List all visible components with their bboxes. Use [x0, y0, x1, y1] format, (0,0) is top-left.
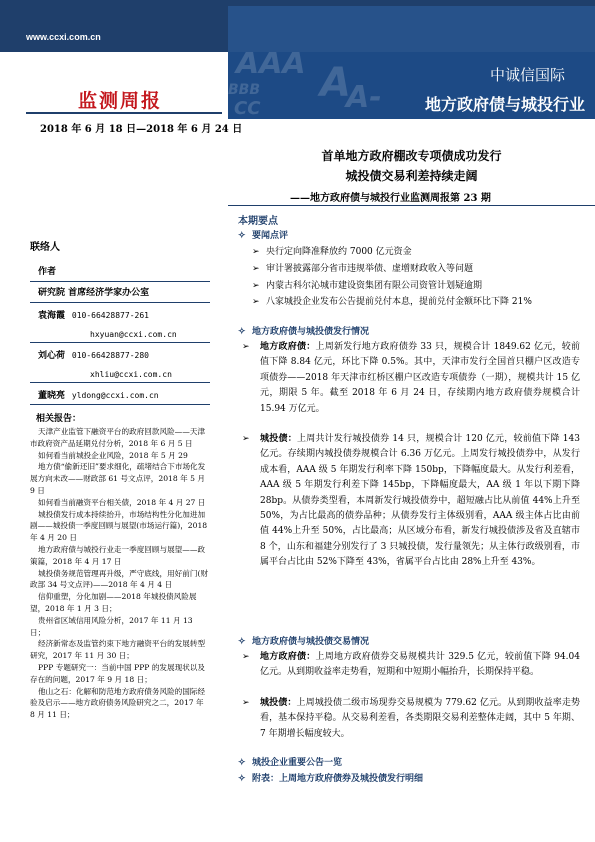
- trading-local-govt: [242, 650, 580, 681]
- institute-name: 研究院 首席经济学家办公室: [38, 288, 150, 298]
- divider: [30, 404, 210, 405]
- arrow-bullet-icon: ➢: [252, 281, 260, 291]
- arrow-bullet-icon: ➢: [252, 247, 260, 257]
- related-report: 地方政府债与城投行业走一季度回顾与展望——政策篇，2018 年 4 月 17 日: [30, 544, 206, 566]
- related-report: 如何看当前城投企业风险，2018 年 5 月 29: [38, 450, 188, 460]
- date-range: 2018 年 6 月 18 日—2018 年 6 月 24 日: [40, 124, 243, 135]
- contact-phone: 010-66428877-280: [71, 351, 149, 360]
- diamond-icon: ✧: [238, 774, 246, 784]
- item-text: 上周地方政府债券交易规模共计 329.5 亿元，较前值下降 94.04 亿元。从到期收益率走势看，短期和中短期小幅抬升，长期保持平稳。: [260, 652, 580, 678]
- section-trading: [238, 634, 369, 647]
- company-name: 中诚信国际: [489, 66, 565, 84]
- banner-deco: A-: [346, 80, 382, 115]
- item-text: 上周共计发行城投债券 14 只，规模合计 120 亿元，较前值下降 143 亿元。存续期内城投债券规模合计 6.36 万亿元。上周发行城投债券中，从发行成本看，AAA 级 5 年期发行利率下降 150bp，下降幅度最大。从发行利差看，AAA 级 5 年期发行利差下降 145bp，下降幅度最大，AA 级 1 年以下期下降 28bp。从债券类型看，本周新发行城投债券中，超短融占比从前值 44%上升至 50%，为占比最高的债券品种；从债券发行主体级别看，AAA 级主体占比由前值 44%上升至 50%，占比最高；从区域分布看，新发行城投债涉及省及直辖市 8 个，山东和福建分别发行了 3 只城投债，发行量领先；从主体行政级别看，市属平台占比由 52%下降至 43%，省属平台占比由 28%上升至 43%。: [260, 434, 580, 568]
- item-text: 上周新发行地方政府债券 33 只，规模合计 1849.62 亿元，较前值下降 8.84 亿元，环比下降 0.5%。其中，天津市发行全国首只棚户区改造专项债券——2018 年天津市红桥区棚户区改造专项债券（一期），规模共计 15 亿元，期限 5 年。截至 2018 年 6 月 24 日，存续期内地方政府债券规模合计 15.94 万亿元。: [260, 342, 580, 414]
- related-report: 信仰重塑，分化加剧——2018 年城投债风险展望，2018 年 1 月 3 日；: [30, 592, 197, 613]
- item-label: 城投债：: [260, 698, 297, 708]
- divider: [30, 302, 210, 303]
- site-url[interactable]: www.ccxi.com.cn: [26, 32, 101, 42]
- banner-deco: BBB: [228, 82, 261, 98]
- arrow-bullet-icon: ➢: [242, 342, 250, 352]
- contact-card: [38, 308, 210, 339]
- item-label: 地方政府债：: [260, 652, 316, 662]
- arrow-bullet-icon: ➢: [252, 297, 260, 307]
- related-reports: [30, 426, 210, 721]
- arrow-bullet-icon: ➢: [242, 698, 250, 708]
- section-title: 要闻点评: [252, 231, 289, 241]
- industry-name: 地方政府债与城投行业: [424, 95, 585, 114]
- banner-deco: CC: [234, 98, 261, 119]
- related-report: 城投债发行成本持续抬升，市场结构性分化加进加剧——城投债一季度回顾与展望(市场运行篇)，2018 年 4 月 20 日: [30, 509, 208, 543]
- contact-heading: 联络人: [30, 242, 60, 253]
- trading-chengtou: [242, 696, 580, 742]
- report-name: 监测周报: [78, 90, 163, 112]
- related-report: 他山之石：化解和防范地方政府债务风险的国际经验及启示——地方政府债务风险研究之二，2017 年 8 月 11 日；: [30, 686, 206, 720]
- section-title: 地方政府债与城投债交易情况: [252, 637, 370, 647]
- item-text: 上周城投债二级市场现券交易规模为 779.62 亿元。从到期收益率走势看，基本保持平稳。从交易利差看，各类期限交易利差整体走阔，其中 5 年期、7 年期增长幅度较大。: [260, 698, 580, 739]
- report-title-line2: 城投债交易利差持续走阔: [345, 169, 478, 183]
- news-item: [252, 261, 473, 274]
- key-points-heading: 本期要点: [238, 216, 278, 227]
- contact-name: 董晓亮: [38, 391, 66, 401]
- issuance-local-govt: [242, 340, 580, 417]
- related-report: 天津产业监管下融资平台的政府回款风险——天津市政府资产品延期兑付分析，2018 年 6 月 5 日: [30, 427, 206, 448]
- contact-email[interactable]: yldong@ccxi.com.cn: [71, 391, 159, 400]
- section-news: [238, 228, 288, 241]
- item-label: 城投债：: [260, 434, 297, 444]
- section-title[interactable]: 城投企业重要公告一览: [252, 758, 343, 768]
- arrow-bullet-icon: ➢: [242, 652, 250, 662]
- related-report: 如何看当前融资平台相关债，2018 年 4 月 27 日: [38, 497, 206, 507]
- divider: [30, 382, 210, 383]
- contact-phone: 010-66428877-261: [71, 311, 149, 320]
- banner-deco: A: [320, 60, 351, 106]
- contact-name: 袁海霞: [38, 311, 66, 321]
- header-banner: [228, 52, 595, 119]
- divider: [30, 281, 210, 282]
- diamond-icon: ✧: [238, 327, 246, 337]
- top-bar-accent: [228, 6, 595, 52]
- news-text: 央行定向降准释放约 7000 亿元资金: [266, 247, 412, 257]
- arrow-bullet-icon: ➢: [242, 434, 250, 444]
- author-label: 作者: [38, 267, 57, 277]
- section-issuance: [238, 324, 369, 337]
- diamond-icon: ✧: [238, 758, 246, 768]
- related-report: 贵州省区域信用风险分析，2017 年 11 月 13 日；: [30, 615, 193, 637]
- related-report: PPP 专题研究一：当前中国 PPP 的发展现状以及存在的问题，2017 年 9 月 18 日；: [30, 662, 205, 684]
- section-announcements: [238, 755, 342, 768]
- report-subtitle: ——地方政府债与城投行业监测周报第 23 期: [290, 193, 491, 204]
- news-text: 内蒙古科尔沁城市建设资集团有限公司资管计划疑逾期: [266, 281, 483, 291]
- item-label: 地方政府债：: [260, 342, 316, 352]
- divider: [228, 205, 595, 206]
- contact-name: 刘心荷: [38, 351, 66, 361]
- contact-email[interactable]: hxyuan@ccxi.com.cn: [90, 330, 177, 339]
- divider: [26, 112, 222, 114]
- diamond-icon: ✧: [238, 637, 246, 647]
- arrow-bullet-icon: ➢: [252, 264, 260, 274]
- related-heading: 相关报告：: [36, 414, 82, 424]
- divider: [30, 342, 210, 343]
- news-item: [252, 244, 412, 257]
- section-title: 地方政府债与城投债发行情况: [252, 327, 370, 337]
- section-title[interactable]: 附表：上周地方政府债券及城投债发行明细: [252, 774, 424, 784]
- diamond-icon: ✧: [238, 231, 246, 241]
- issuance-chengtou: [242, 432, 580, 571]
- contact-card: [38, 388, 210, 401]
- related-report: 城投债务规范管理再升级，严守底线，用好前门(财政部 34 号文点评)——2018 年 4 月 4 日: [30, 568, 209, 590]
- news-text: 审计署披露部分省市违规举债、虚增财政收入等问题: [266, 264, 474, 274]
- news-text: 八家城投企业发布公告提前兑付本息，提前兑付金额环比下降 21%: [266, 297, 532, 307]
- related-report: 地方债“偷新还旧”要求细化，疏堵结合下市场化发展方向未改——财政部 61 号文点评，2018 年 5 月 9 日: [30, 462, 206, 495]
- related-report: 经济新常态及监管约束下地方融资平台的发展转型研究，2017 年 11 月 30 日；: [30, 639, 206, 661]
- news-item: [252, 278, 482, 291]
- report-title: 首单地方政府棚改专项债成功发行: [321, 149, 502, 163]
- contact-sidebar: [30, 238, 210, 721]
- contact-card: [38, 348, 210, 379]
- contact-email[interactable]: xhliu@ccxi.com.cn: [90, 370, 172, 379]
- banner-deco: AAA: [236, 52, 306, 81]
- news-item: [252, 295, 572, 309]
- section-appendix: [238, 771, 423, 784]
